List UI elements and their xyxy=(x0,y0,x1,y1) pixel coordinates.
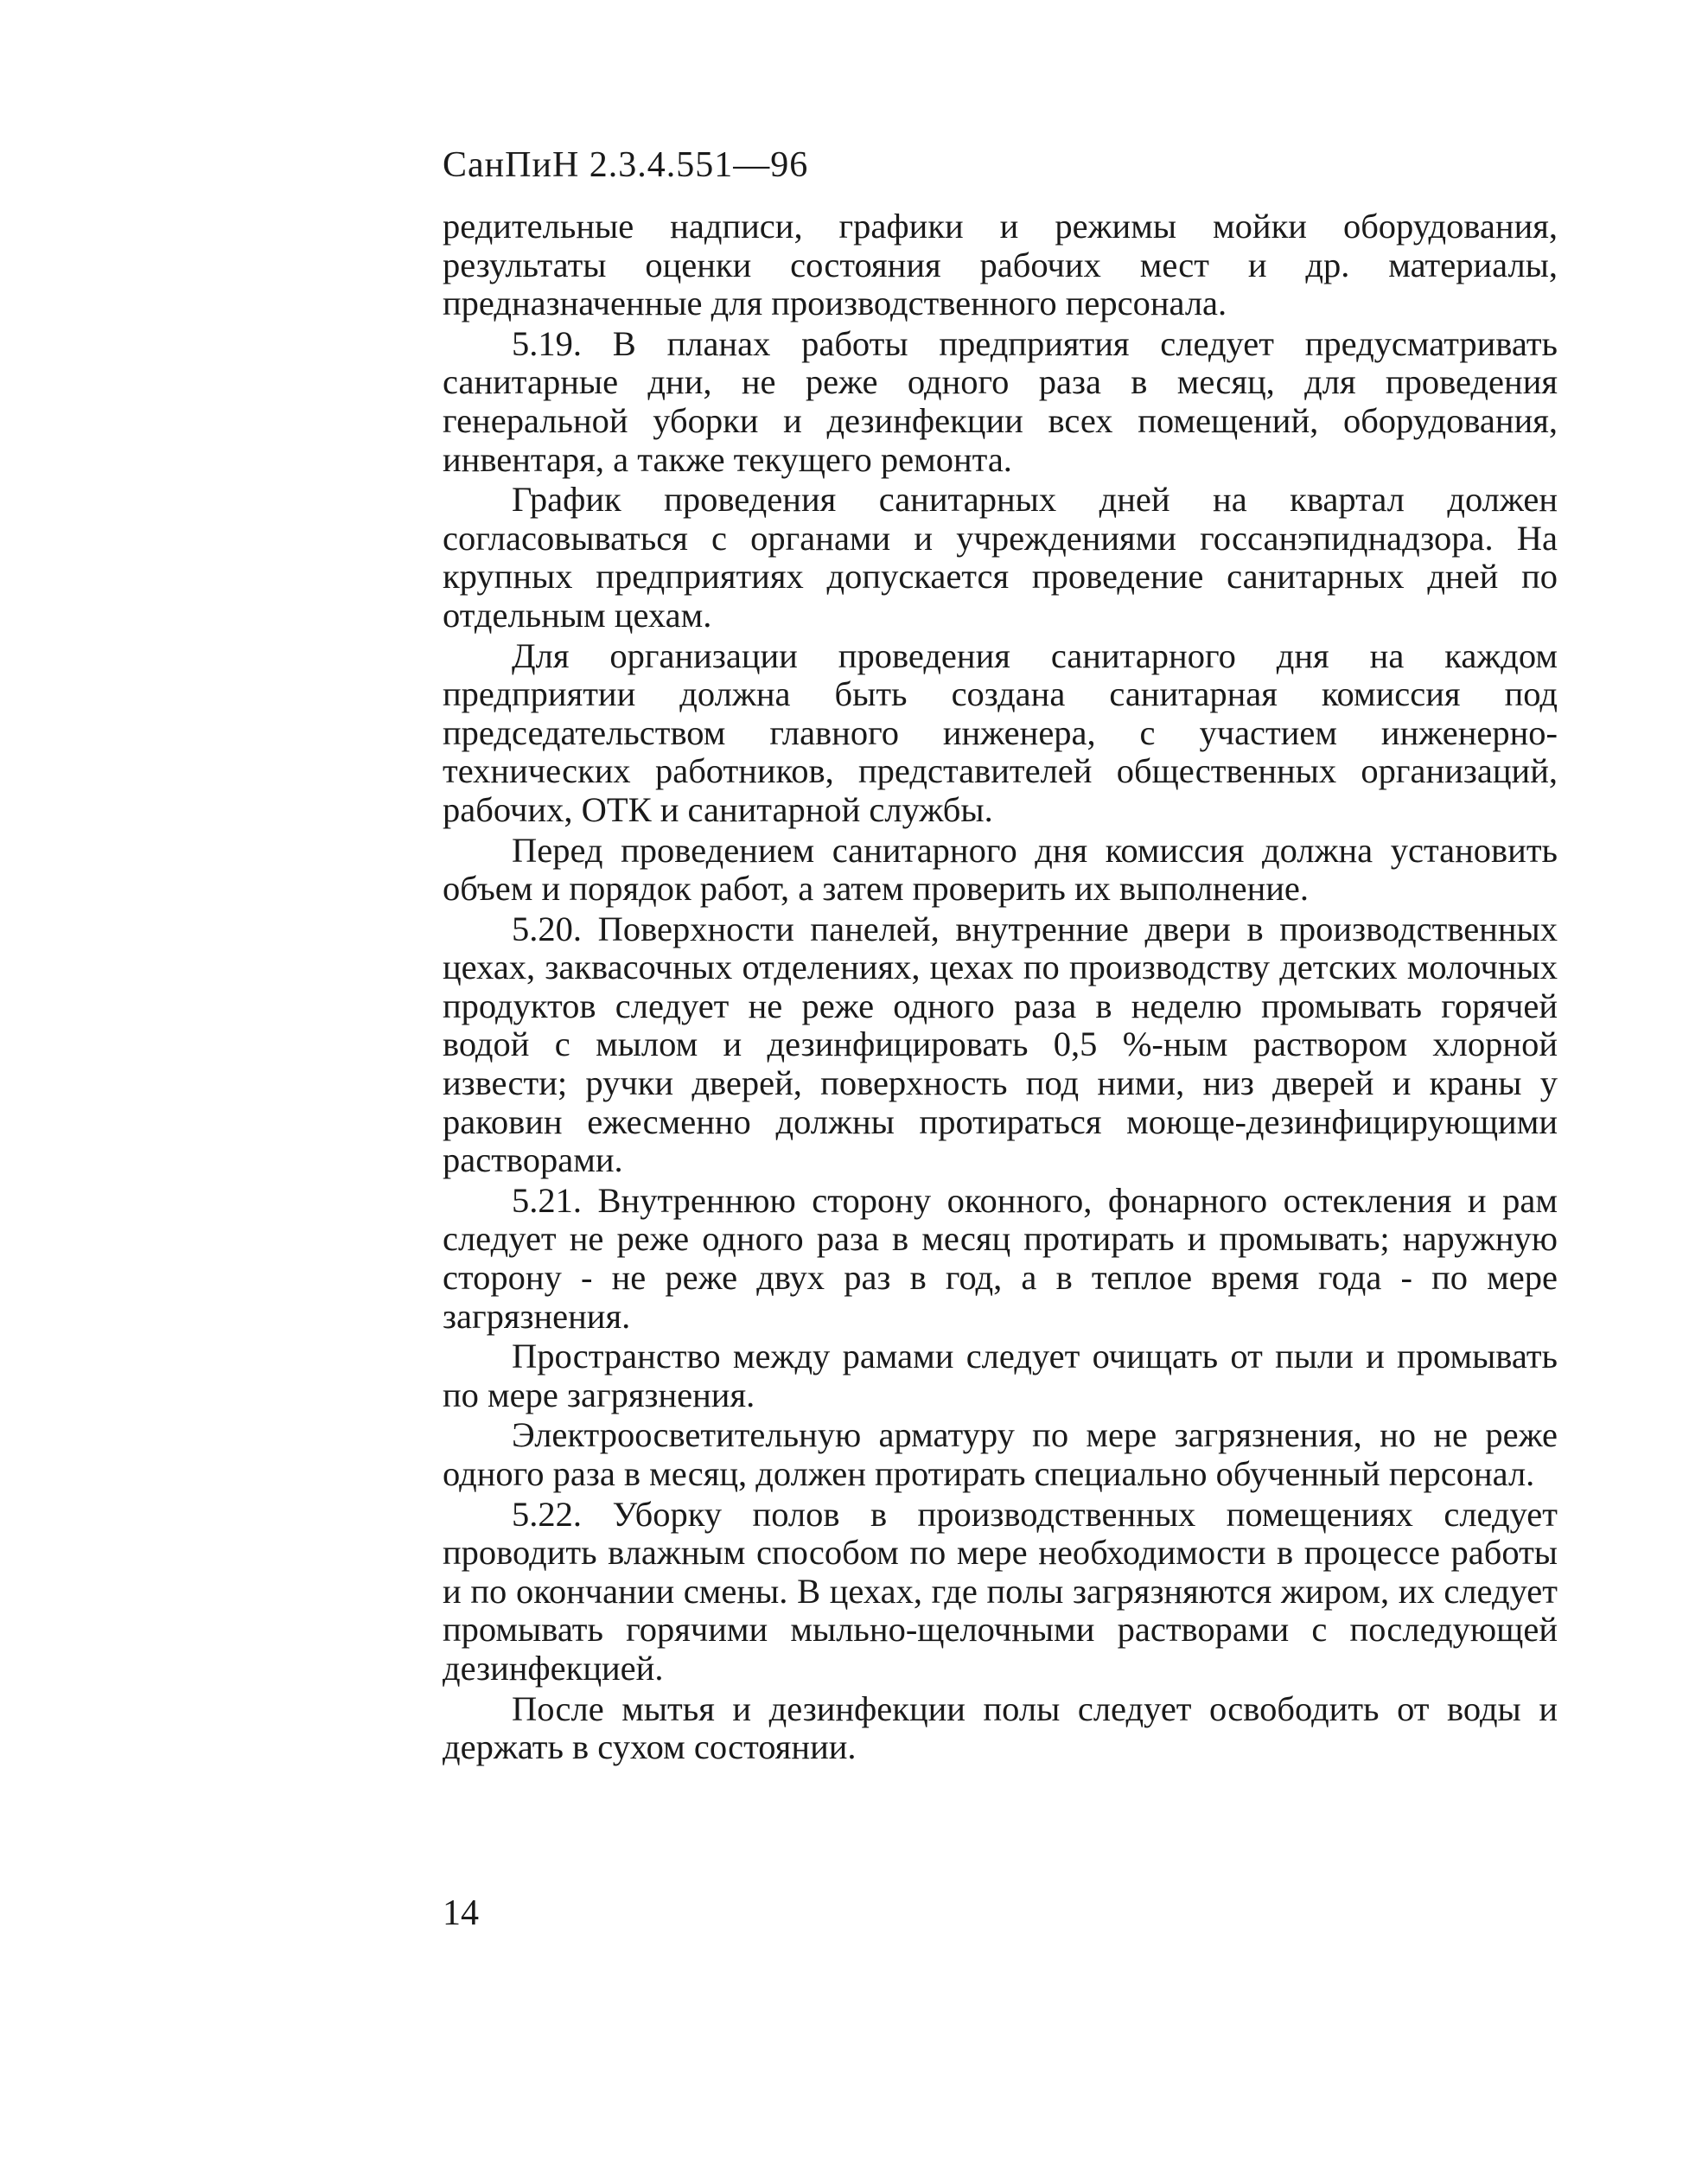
paragraph-5-20: 5.20. Поверхности панелей, внутренние двери в производственных цехах, заквасочных отделениях, цехах по производству детских молочных продуктов следует не реже одного раза в неделю промывать горячей водой с мылом и дезинфицировать 0,5 %-ным раствором хлорной извести; ручки дверей, поверхность под ними, низ дверей и краны у раковин ежесменно должны протираться моюще-дезинфицирующими растворами. xyxy=(443,909,1558,1180)
paragraph-5-19: 5.19. В планах работы предприятия следует предусматривать санитарные дни, не реже одного раза в месяц, для проведения генеральной уборки и дезинфекции всех помещений, оборудования, инвентаря, а также текущего ремонта. xyxy=(443,323,1558,479)
paragraph-schedule: График проведения санитарных дней на квартал должен согласовываться с органами и учреждениями госсанэпиднадзора. На крупных предприятиях допускается проведение санитарных дней по отдельным цехам. xyxy=(443,480,1558,635)
document-header: СанПиН 2.3.4.551—96 xyxy=(443,145,809,185)
page-number: 14 xyxy=(443,1893,479,1933)
paragraph-continuation: редительные надписи, графики и режимы мойки оборудования, результаты оценки состояния рабочих мест и др. материалы, предназначенные для производственного персонала. xyxy=(443,207,1558,323)
paragraph-5-22: 5.22. Уборку полов в производственных помещениях следует проводить влажным способом по мере необходимости в процессе работы и по окончании смены. В цехах, где полы загрязняются жиром, их следует промывать горячими мыльно-щелочными растворами с последующей дезинфекцией. xyxy=(443,1494,1558,1688)
paragraph-floors-dry: После мытья и дезинфекции полы следует освободить от воды и держать в сухом состоянии. xyxy=(443,1688,1558,1767)
paragraph-lighting: Электроосветительную арматуру по мере загрязнения, но не реже одного раза в месяц, должен протирать специально обученный персонал. xyxy=(443,1415,1558,1493)
paragraph-commission: Для организации проведения санитарного дня на каждом предприятии должна быть создана санитарная комиссия под председательством главного инженера, с участием инженерно-технических работников, представителей общественных организаций, рабочих, ОТК и санитарной службы. xyxy=(443,635,1558,829)
paragraph-commission-duties: Перед проведением санитарного дня комиссия должна установить объем и порядок работ, а затем проверить их выполнение. xyxy=(443,830,1558,909)
paragraph-frames: Пространство между рамами следует очищать от пыли и промывать по мере загрязнения. xyxy=(443,1337,1558,1414)
document-body xyxy=(443,207,1558,1769)
paragraph-5-21: 5.21. Внутреннюю сторону оконного, фонарного остекления и рам следует не реже одного раза в месяц протирать и промывать; наружную сторону - не реже двух раз в год, а в теплое время года - по мере загрязнения. xyxy=(443,1180,1558,1336)
